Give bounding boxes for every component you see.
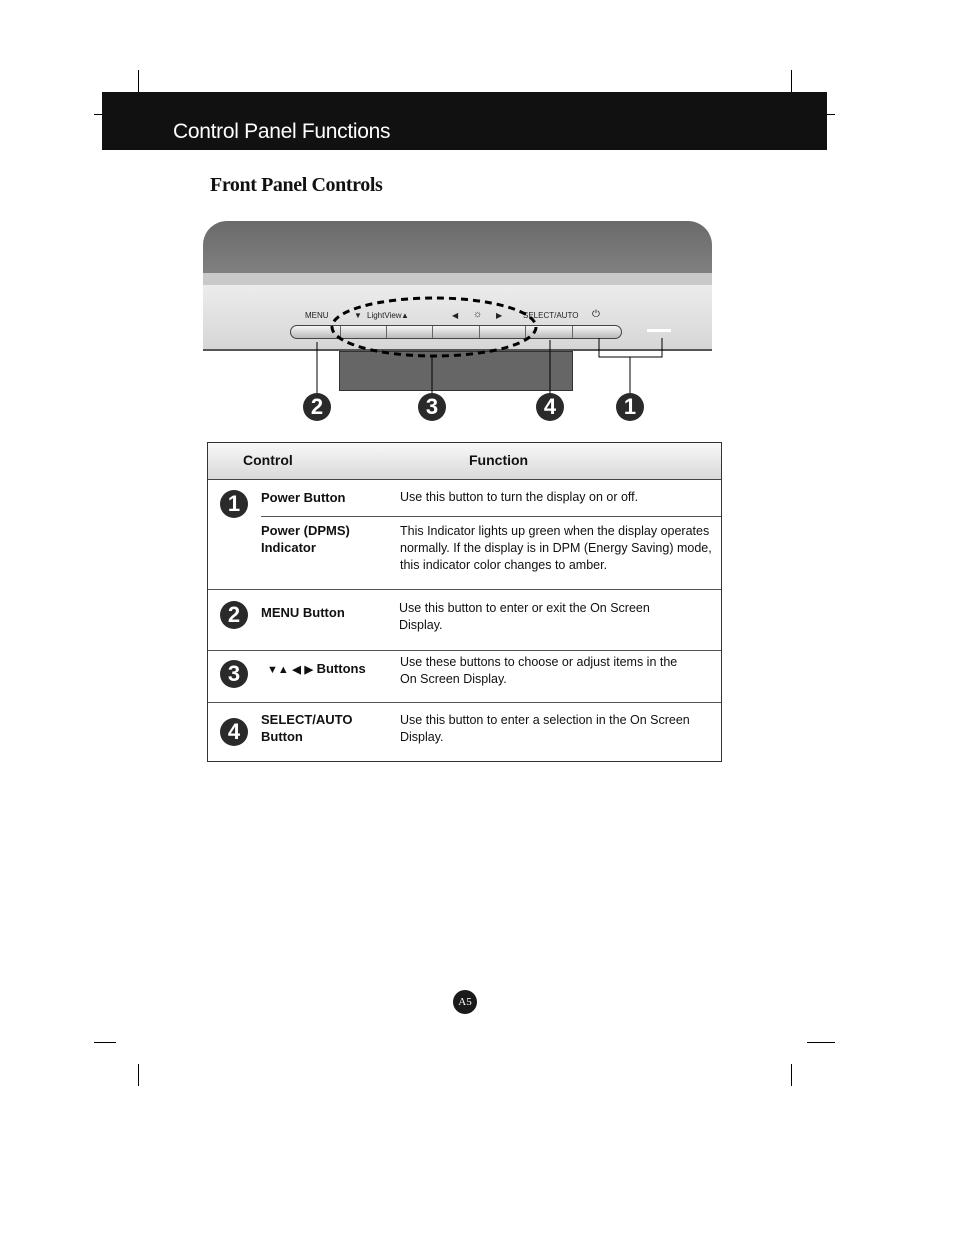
crop-mark [94,114,102,115]
row-divider [261,516,721,517]
function-description: This Indicator lights up green when the display operates normally. If the display is in DPM (Energy Saving) mode, this indicator color changes to amber. [400,524,712,572]
function-description: Use these buttons to choose or adjust items in the On Screen Display. [400,655,678,686]
right-arrow-icon: ▶ [496,311,503,320]
right-arrow-icon: ▶ [304,664,313,676]
page-title: Control Panel Functions [173,120,391,143]
crop-mark [791,70,792,92]
control-name: SELECT/AUTO Button [261,712,353,744]
crop-mark [827,114,835,115]
row-number-badge: 3 [220,660,248,688]
control-name: Power (DPMS) Indicator [261,523,350,555]
row-divider [208,589,721,590]
column-header-function: Function [469,452,529,468]
brightness-icon: ☼ [473,309,483,320]
function-description: Use this button to enter or exit the On Screen Display. [399,601,650,632]
control-label: Buttons [316,661,366,676]
callout-badge-2: 2 [303,393,331,421]
row-divider [208,650,721,651]
crop-mark [138,1064,139,1086]
menu-label: MENU [305,311,329,320]
lightview-down-icon: ▼ [354,311,362,320]
control-name: Power Button [261,490,346,505]
front-panel-figure [200,218,720,428]
page-number: A5 [453,990,477,1014]
column-header-control: Control [243,452,293,468]
crop-mark [807,1042,835,1043]
section-title: Front Panel Controls [210,174,383,196]
function-description: Use this button to turn the display on or off. [400,490,639,504]
left-arrow-icon: ◀ [452,311,459,320]
control-name: MENU Button [261,605,345,620]
controls-table [207,442,722,762]
callout-badge-1: 1 [616,393,644,421]
down-arrow-icon: ▼ [267,664,278,676]
row-divider [208,702,721,703]
header-bar [102,92,827,150]
row-number-badge: 4 [220,718,248,746]
table-header [208,443,721,480]
up-arrow-icon: ▲ [277,664,289,676]
crop-mark [94,1042,116,1043]
power-icon: ⏻ [592,309,600,320]
crop-mark [791,1064,792,1086]
left-arrow-icon: ◀ [292,664,301,676]
row-number-badge: 1 [220,490,248,518]
select-auto-label: SELECT/AUTO [523,311,579,320]
control-name [267,660,366,679]
callout-lines [200,218,720,428]
row-number-badge: 2 [220,601,248,629]
callout-badge-4: 4 [536,393,564,421]
function-description: Use this button to enter a selection in the On Screen Display. [400,713,690,744]
callout-badge-3: 3 [418,393,446,421]
crop-mark [138,70,139,92]
lightview-label: LightView [367,311,402,320]
lightview-up-icon: ▲ [401,311,409,320]
